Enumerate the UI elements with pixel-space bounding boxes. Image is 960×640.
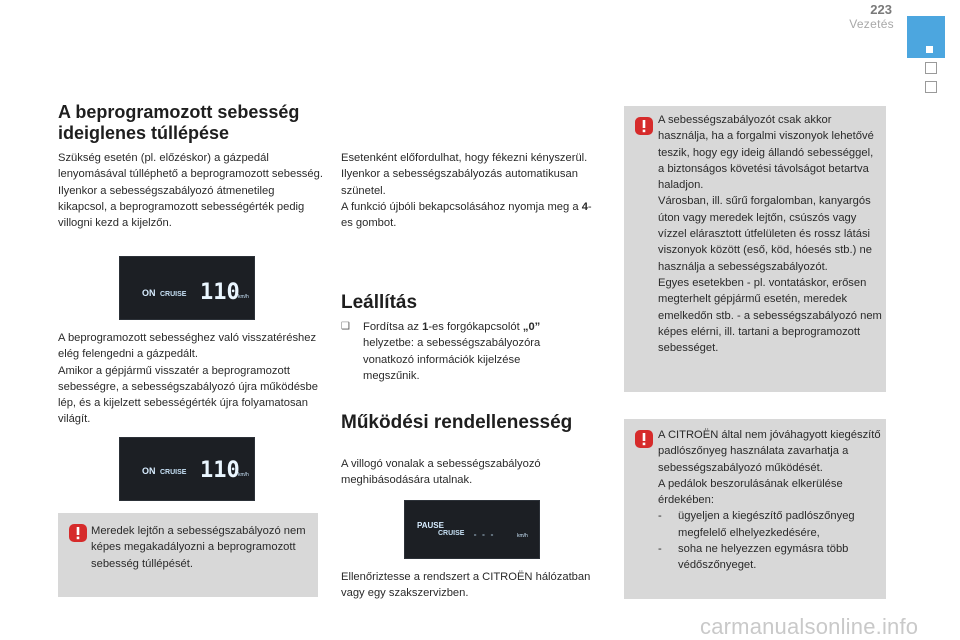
warning-line: A sebességszabályozót csak akkor használja, ha a forgalmi viszonyok lehetővé teszik, hogy egy ideig állandó sebességgel, a biztonságos követési távolságot betartva haladjon.	[658, 114, 874, 192]
tab-square-icon	[926, 46, 933, 53]
step-text: Fordítsa az	[363, 321, 423, 333]
warning-box-floor-mat	[624, 419, 886, 599]
paragraph-line: Szükség esetén (pl. előzéskor) a gázpedál lenyomásával túlléphető a beprogramozott sebesség.	[58, 152, 323, 181]
display-mode: CRUISE	[160, 291, 187, 298]
braking-paragraph	[341, 150, 603, 231]
list-item: - soha ne helyezzen egymásra több védőszőnyeget.	[658, 543, 849, 572]
warning-box-usage	[624, 106, 886, 392]
display-status: ON	[142, 288, 156, 298]
display-status: PAUSE	[417, 521, 444, 530]
chapter-title: Vezetés	[849, 17, 894, 31]
paragraph-text: -es gombot.	[341, 200, 592, 230]
warning-icon	[634, 429, 654, 449]
service-paragraph: Ellenőriztesse a rendszert a CITROËN hálózatban vagy egy szakszervizben.	[341, 571, 591, 600]
checkbox-outline-icon	[925, 81, 937, 93]
switch-position-0: „0”	[522, 321, 541, 333]
watermark: carmanualsonline.info	[700, 614, 919, 639]
warning-text	[658, 112, 882, 356]
switch-key-1: 1	[422, 321, 429, 333]
malfunction-paragraph: A villogó vonalak a sebességszabályozó meghibásodására utalnak.	[341, 458, 541, 487]
display-unit: km/h	[517, 533, 528, 539]
paragraph-line: A beprogramozott sebességhez való visszatéréshez elég felengedni a gázpedált.	[58, 332, 317, 361]
display-unit: km/h	[238, 294, 249, 300]
section-title-override: A beprogramozott sebesség ideiglenes túllépése	[58, 102, 300, 143]
cruise-display-fault	[404, 500, 540, 559]
display-mode: CRUISE	[160, 469, 187, 476]
step-bullet-icon: ❑	[341, 321, 350, 332]
step-text: helyzetbe: a sebességszabályozóra vonatkozó információk kijelzése megszűnik.	[363, 337, 541, 382]
section-title-stop: Leállítás	[341, 292, 418, 313]
display-speed: 110	[200, 458, 240, 483]
step-text: -es forgókapcsolót	[428, 321, 523, 333]
checkbox-outline-icon	[925, 62, 937, 74]
display-speed: 110	[200, 280, 240, 305]
display-unit: km/h	[238, 472, 249, 478]
list-item-text: soha ne helyezzen egymásra több védőszőnyeget.	[678, 543, 849, 572]
paragraph-line: Ilyenkor a sebességszabályozó átmenetileg kikapcsol, a beprogramozott sebességérték pedig villogni kezd a kijelzőn.	[58, 184, 305, 230]
warning-line: Városban, ill. sűrű forgalomban, kanyargós úton vagy meredek lejtőn, csúszós vagy vízzel elárasztott útfelületen és rossz látási viszonyok között (eső, köd, hóesés stb.) ne használja a sebességszabályozót.	[658, 195, 872, 273]
cruise-display-on-resumed	[119, 437, 255, 501]
stop-step	[341, 319, 579, 384]
warning-line: A pedálok beszorulásának elkerülése érdekében:	[658, 477, 843, 507]
warning-text: Meredek lejtőn a sebességszabályozó nem képes megakadályozni a beprogramozott sebesség túllépését.	[91, 525, 306, 570]
warning-icon	[68, 523, 88, 543]
warning-line: A CITROËN által nem jóváhagyott kiegészítő padlószőnyeg használata zavarhatja a sebességszabályozó működését.	[658, 429, 881, 474]
display-speed-dashes: - - -	[473, 531, 495, 539]
page-number: 223	[870, 2, 892, 17]
cruise-display-on	[119, 256, 255, 320]
button-key-4: 4	[581, 200, 588, 213]
override-paragraph-1	[58, 150, 323, 231]
paragraph-line: Esetenként előfordulhat, hogy fékezni kényszerül. Ilyenkor a sebességszabályozás automatikusan szünetel.	[341, 152, 588, 197]
warning-text	[658, 427, 882, 574]
list-item-text: ügyeljen a kiegészítő padlószőnyeg megfelelő elhelyezkedésére,	[678, 510, 855, 539]
section-title-malfunction: Működési rendellenesség	[341, 412, 573, 433]
override-paragraph-2	[58, 330, 323, 428]
floor-mat-list	[658, 508, 882, 573]
list-item: - ügyeljen a kiegészítő padlószőnyeg megfelelő elhelyezkedésére,	[658, 510, 855, 539]
paragraph-line	[341, 199, 603, 232]
paragraph-text: A funkció újbóli bekapcsolásához nyomja meg a	[341, 200, 582, 213]
display-mode: CRUISE	[438, 530, 465, 537]
warning-icon	[634, 116, 654, 136]
chapter-tab[interactable]	[907, 16, 945, 58]
warning-box-slope	[58, 513, 318, 597]
display-status: ON	[142, 466, 156, 476]
warning-line: Egyes esetekben - pl. vontatáskor, erősen megterhelt gépjármű esetén, meredek emelkedőn stb. - a sebességszabályozó nem képes elérni, ill. tartani a beprogramozott sebességet.	[658, 276, 882, 355]
paragraph-line: Amikor a gépjármű visszatér a beprogramozott sebességre, a sebességszabályozó újra működésbe lép, és a kijelzett sebességérték újra folyamatosan világít.	[58, 364, 318, 426]
